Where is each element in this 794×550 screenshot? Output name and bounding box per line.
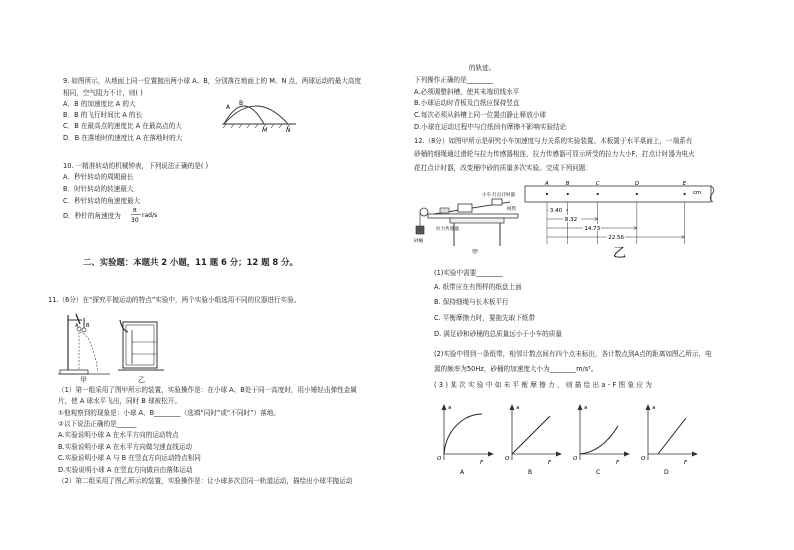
graph-y-arrow xyxy=(646,404,651,410)
q12-car-label: 小车 xyxy=(482,193,492,198)
tape-unit: cm xyxy=(693,190,702,196)
q11-label-a: A xyxy=(75,323,79,329)
section-2-heading: 二、实验题：本题共 2 小题，11 题 6 分；12 题 8 分。 xyxy=(83,257,298,267)
q10-option-a: A．秒针转动的周期最长 xyxy=(63,173,134,181)
q9-label-n: N xyxy=(286,127,291,134)
graph-x-arrow xyxy=(624,452,630,457)
q11-continuation: 的轨迹。 xyxy=(469,64,496,72)
q11-option-d: D.实验说明小球 A 在竖直方向做自由落体运动 xyxy=(58,466,193,474)
q12-sub3-prompt: (3)某次实验中如未平衡摩擦力，则描绘出a-F图象应为 xyxy=(434,381,655,389)
q12-sub2-line2: 源的频率为50Hz，砂桶的加速度大小为________m/s²。 xyxy=(434,365,598,373)
q11-part1-line2: 片，使 A 球水平飞出，同时 B 球被松开。 xyxy=(58,397,181,405)
graph-x-arrow xyxy=(488,452,494,457)
q11-option-a: A.实验说明小球 A 在水平方向的运动特点 xyxy=(58,431,179,439)
tape-point-label: E xyxy=(682,181,687,187)
q11-part2: （2）第二组采用了图乙所示的装置，实验操作是：让小球多次沿同一轨道运动，描绘出小球平抛运动 xyxy=(58,477,353,485)
tape-dot xyxy=(597,193,599,195)
q11-fig-jia-label: 甲 xyxy=(80,376,87,384)
q9-stem-line2: 相同，空气阻力不计，则( ) xyxy=(63,89,143,97)
q11-part1-line1: （1）第一组采用了图甲所示的装置，实验操作是：在小球 A、B处于同一高度时，用小锤轻击弹性金属 xyxy=(58,386,357,394)
q9-stem-line1: 9. 如图所示，从地面上同一位置抛出两小球 A、B，分别落在地面上的 M、N 点，两球运动的最大高度 xyxy=(63,77,362,85)
graph-option-label: C xyxy=(596,469,601,476)
tape-point-label: D xyxy=(634,181,640,187)
graph-curve xyxy=(444,414,482,454)
q12-bucket-label: 砂桶 xyxy=(414,239,424,244)
q9-label-m: M xyxy=(262,127,268,134)
graph-origin: O xyxy=(573,456,578,462)
q9-option-b: B．B 的飞行时间比 A 的长 xyxy=(63,111,143,119)
q10-option-c: C．秒针转动的角速度最大 xyxy=(63,197,141,205)
tape-distance: 8.32 xyxy=(564,217,578,223)
tape-point-label: C xyxy=(595,181,600,187)
tape-label-yi: 乙 xyxy=(613,246,627,261)
q12-sub1-option-d: D. 满足砂和砂桶的总质量远小于小车的质量 xyxy=(434,330,562,338)
tape-distance: 22.56 xyxy=(608,235,625,241)
q11-operation-b: B.小球运动时背板及白纸应保持竖直 xyxy=(414,99,520,107)
graph-axis-f: F xyxy=(684,460,688,466)
q12-sensor-label: 拉力传感器 xyxy=(436,227,459,232)
q11-apparatus-jia xyxy=(58,310,118,380)
q10-frac-num: π xyxy=(133,207,137,214)
q10-fraction xyxy=(131,205,171,225)
graph-curve xyxy=(658,418,686,454)
q9-option-a: A．B 的加速度比 A 的大 xyxy=(63,100,136,108)
af-graph xyxy=(437,404,494,476)
q10-stem: 10. 一精准转动的机械钟表，下列说法正确的是( ) xyxy=(63,162,209,170)
graph-axis-a: a xyxy=(516,405,520,411)
graph-option-label: B xyxy=(528,469,533,476)
tape-distance: 14.73 xyxy=(584,226,601,232)
graph-option-label: A xyxy=(460,469,465,476)
q11-label-b: B xyxy=(86,323,90,329)
q10-option-b: B．时针转动的转速最大 xyxy=(63,185,134,193)
graph-axis-a: a xyxy=(652,405,656,411)
graph-y-arrow xyxy=(442,404,447,410)
q12-setup-figure xyxy=(414,188,524,256)
tape-dot xyxy=(684,193,686,195)
q9-option-d: D．B 在落地时的速度比 A 在落地时的大 xyxy=(63,134,183,142)
graph-axis-a: a xyxy=(448,405,452,411)
tape-dot xyxy=(546,193,548,195)
q12-stem-line3: 花打点计时器，改变桶中砂的质量多次实验。完成下列问题： xyxy=(414,164,593,172)
q11-part1-sub1: ①他观察到的现象是：小球 A、B________（选填“同时”或“不同时”）落地。 xyxy=(58,409,280,417)
q11-operation-a: A.必须调整斜槽，使其末端切线水平 xyxy=(414,88,520,96)
af-graph xyxy=(505,404,562,476)
q11-fig-yi-label: 乙 xyxy=(138,376,145,384)
graph-y-arrow xyxy=(578,404,583,410)
tape-dot xyxy=(636,193,638,195)
q9-option-c: C．B 在最高点的速度比 A 在最高点的大 xyxy=(63,122,182,130)
graph-option-label: D xyxy=(664,469,669,476)
q11-operation-d: D.小球在运动过程中与白纸间有摩擦不影响实验结论 xyxy=(414,123,567,131)
q11-stem: 11.（6分）在“探究平抛运动的特点”实验中，两个实验小组选用不同的仪器进行实验。 xyxy=(48,296,301,304)
graph-origin: O xyxy=(641,456,646,462)
q12-sub1-prompt: (1)实验中需要________ xyxy=(434,269,503,277)
q12-sub1-option-b: B. 保持细绳与长木板平行 xyxy=(434,298,509,306)
tape-point-label: B xyxy=(565,181,570,187)
q12-sub1-option-a: A. 纸带应在有图样的纸盘上面 xyxy=(434,283,522,291)
q12-timer-label: 打点计时器 xyxy=(492,193,515,198)
q11-operation-c: C.每次必须从斜槽上同一位置由静止释放小球 xyxy=(414,111,546,119)
q9-trajectory-figure xyxy=(222,92,302,134)
graph-axis-f: F xyxy=(616,460,620,466)
graph-axis-f: F xyxy=(548,460,552,466)
tape-distance: 3.40 xyxy=(549,208,563,214)
graph-axis-f: F xyxy=(480,460,484,466)
q11-part1-sub2: ②以下说法正确的是______ xyxy=(58,420,137,428)
q10-option-d: D．秒针的角速度为 xyxy=(63,212,121,220)
q12-stem-line2: 砂桶的细绳通过滑轮与拉力传感器相连，拉力传感器可显示所受的拉力大小F，打点计时器为电火 xyxy=(414,150,695,158)
q11-option-b: B.实验说明小球 A 在水平方向做匀速直线运动 xyxy=(58,443,193,451)
graph-curve xyxy=(512,416,550,454)
graph-origin: O xyxy=(437,456,442,462)
q12-sub2-line1: (2)实验中得到一条纸带，相邻计数点间有四个点未标出，各计数点到A点的距离如图乙所示，电 xyxy=(434,350,712,358)
q9-label-a: A xyxy=(226,104,231,111)
q12-tape-label: 纸带 xyxy=(507,207,517,212)
q11-option-c: C.实验说明小球 A 与 B 在竖直方向运动特点相同 xyxy=(58,454,201,462)
q12-fig-jia: 甲 xyxy=(472,249,479,256)
q9-label-b: B xyxy=(239,100,244,107)
graph-curve xyxy=(580,426,618,454)
graph-x-arrow xyxy=(556,452,562,457)
q11-apparatus-yi xyxy=(118,318,166,376)
q12-af-graphs xyxy=(436,402,706,478)
graph-axis-a: a xyxy=(584,405,588,411)
af-graph xyxy=(573,404,630,476)
tape-dot xyxy=(567,193,569,195)
q11-operation-prompt: 下列操作正确的是________ xyxy=(414,76,494,84)
tape-point-label: A xyxy=(545,181,549,187)
af-graph xyxy=(641,404,698,476)
graph-x-arrow xyxy=(692,452,698,457)
q12-tape-figure xyxy=(525,180,723,260)
graph-y-arrow xyxy=(510,404,515,410)
q10-frac-den: 30 xyxy=(131,217,139,224)
graph-origin: O xyxy=(505,456,510,462)
q12-stem-line1: 12.（8分）如图甲所示是研究小车加速度与力关系的实验装置。木板置于水平桌面上，一端系有 xyxy=(414,137,693,145)
q10-unit: rad/s xyxy=(142,212,158,219)
q12-sub1-option-c: C. 平衡摩擦力时，要拖先取下纸带 xyxy=(434,314,536,322)
